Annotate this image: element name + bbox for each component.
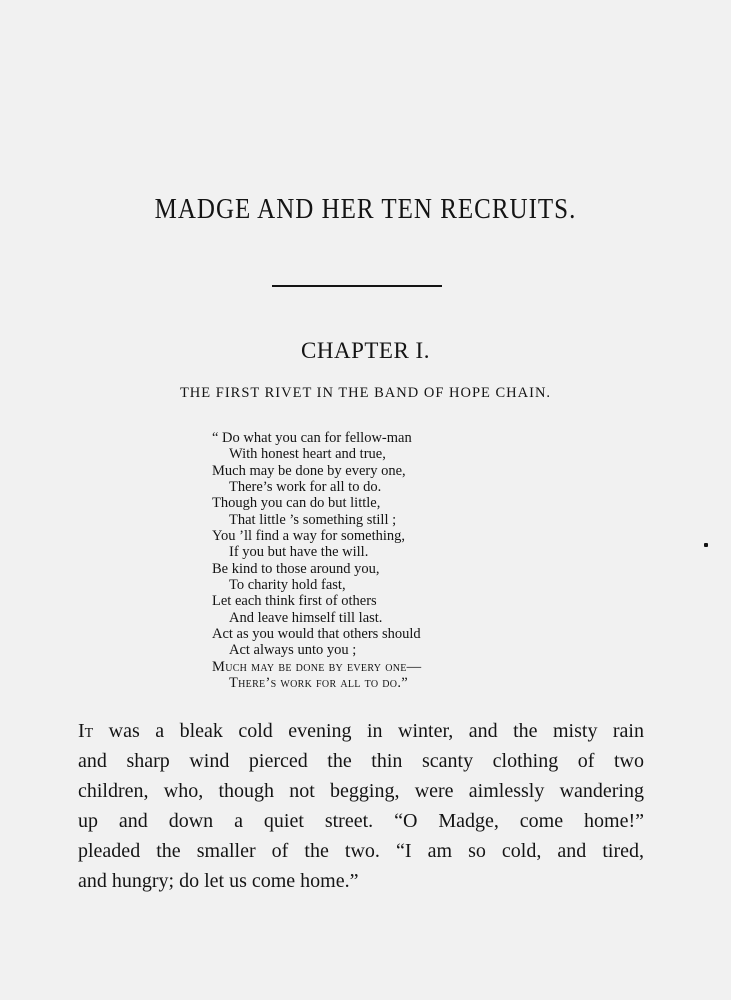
print-speck (704, 543, 708, 547)
book-title: MADGE AND HER TEN RECRUITS. (154, 193, 577, 225)
title-divider (272, 285, 442, 287)
body-line: children, who, though not begging, were aimlessly wandering (78, 780, 644, 802)
epigraph-poem (212, 430, 532, 692)
poem-line: Let each think first of others (212, 593, 377, 610)
poem-line: You ’ll find a way for something, (212, 528, 406, 545)
poem-line: “ Do what you can for fellow-man (212, 430, 412, 446)
poem-line: Act always unto you ; (229, 642, 357, 659)
poem-line: That little ’s something still ; (229, 511, 397, 528)
opening-word: It (78, 720, 94, 742)
body-line: and sharp wind pierced the thin scanty clothing of two (78, 750, 644, 772)
poem-line: Though you can do but little, (212, 495, 381, 512)
poem-line: Be kind to those around you, (212, 560, 380, 577)
body-line: and hungry; do let us come home.” (78, 870, 359, 892)
chapter-title: CHAPTER I. (301, 338, 430, 363)
poem-line: And leave himself till last. (229, 609, 383, 626)
body-line (78, 716, 644, 746)
poem-line: Much may be done by every one— (212, 658, 422, 675)
poem-line: There’s work for all to do. (229, 479, 382, 496)
body-line: up and down a quiet street. “O Madge, come home!” (78, 810, 644, 832)
poem-line: With honest heart and true, (229, 446, 386, 463)
poem-line: To charity hold fast, (229, 577, 346, 594)
poem-line: Much may be done by every one, (212, 462, 406, 479)
poem-line: If you but have the will. (229, 544, 369, 561)
body-line-text: was a bleak cold evening in winter, and the misty rain (93, 720, 644, 742)
poem-line: There’s work for all to do.” (229, 675, 408, 692)
body-line: pleaded the smaller of the two. “I am so cold, and tired, (78, 840, 644, 862)
chapter-subtitle: THE FIRST RIVET IN THE BAND OF HOPE CHAIN. (179, 385, 552, 401)
chapter-body-paragraph (78, 716, 644, 896)
poem-line: Act as you would that others should (212, 626, 421, 643)
